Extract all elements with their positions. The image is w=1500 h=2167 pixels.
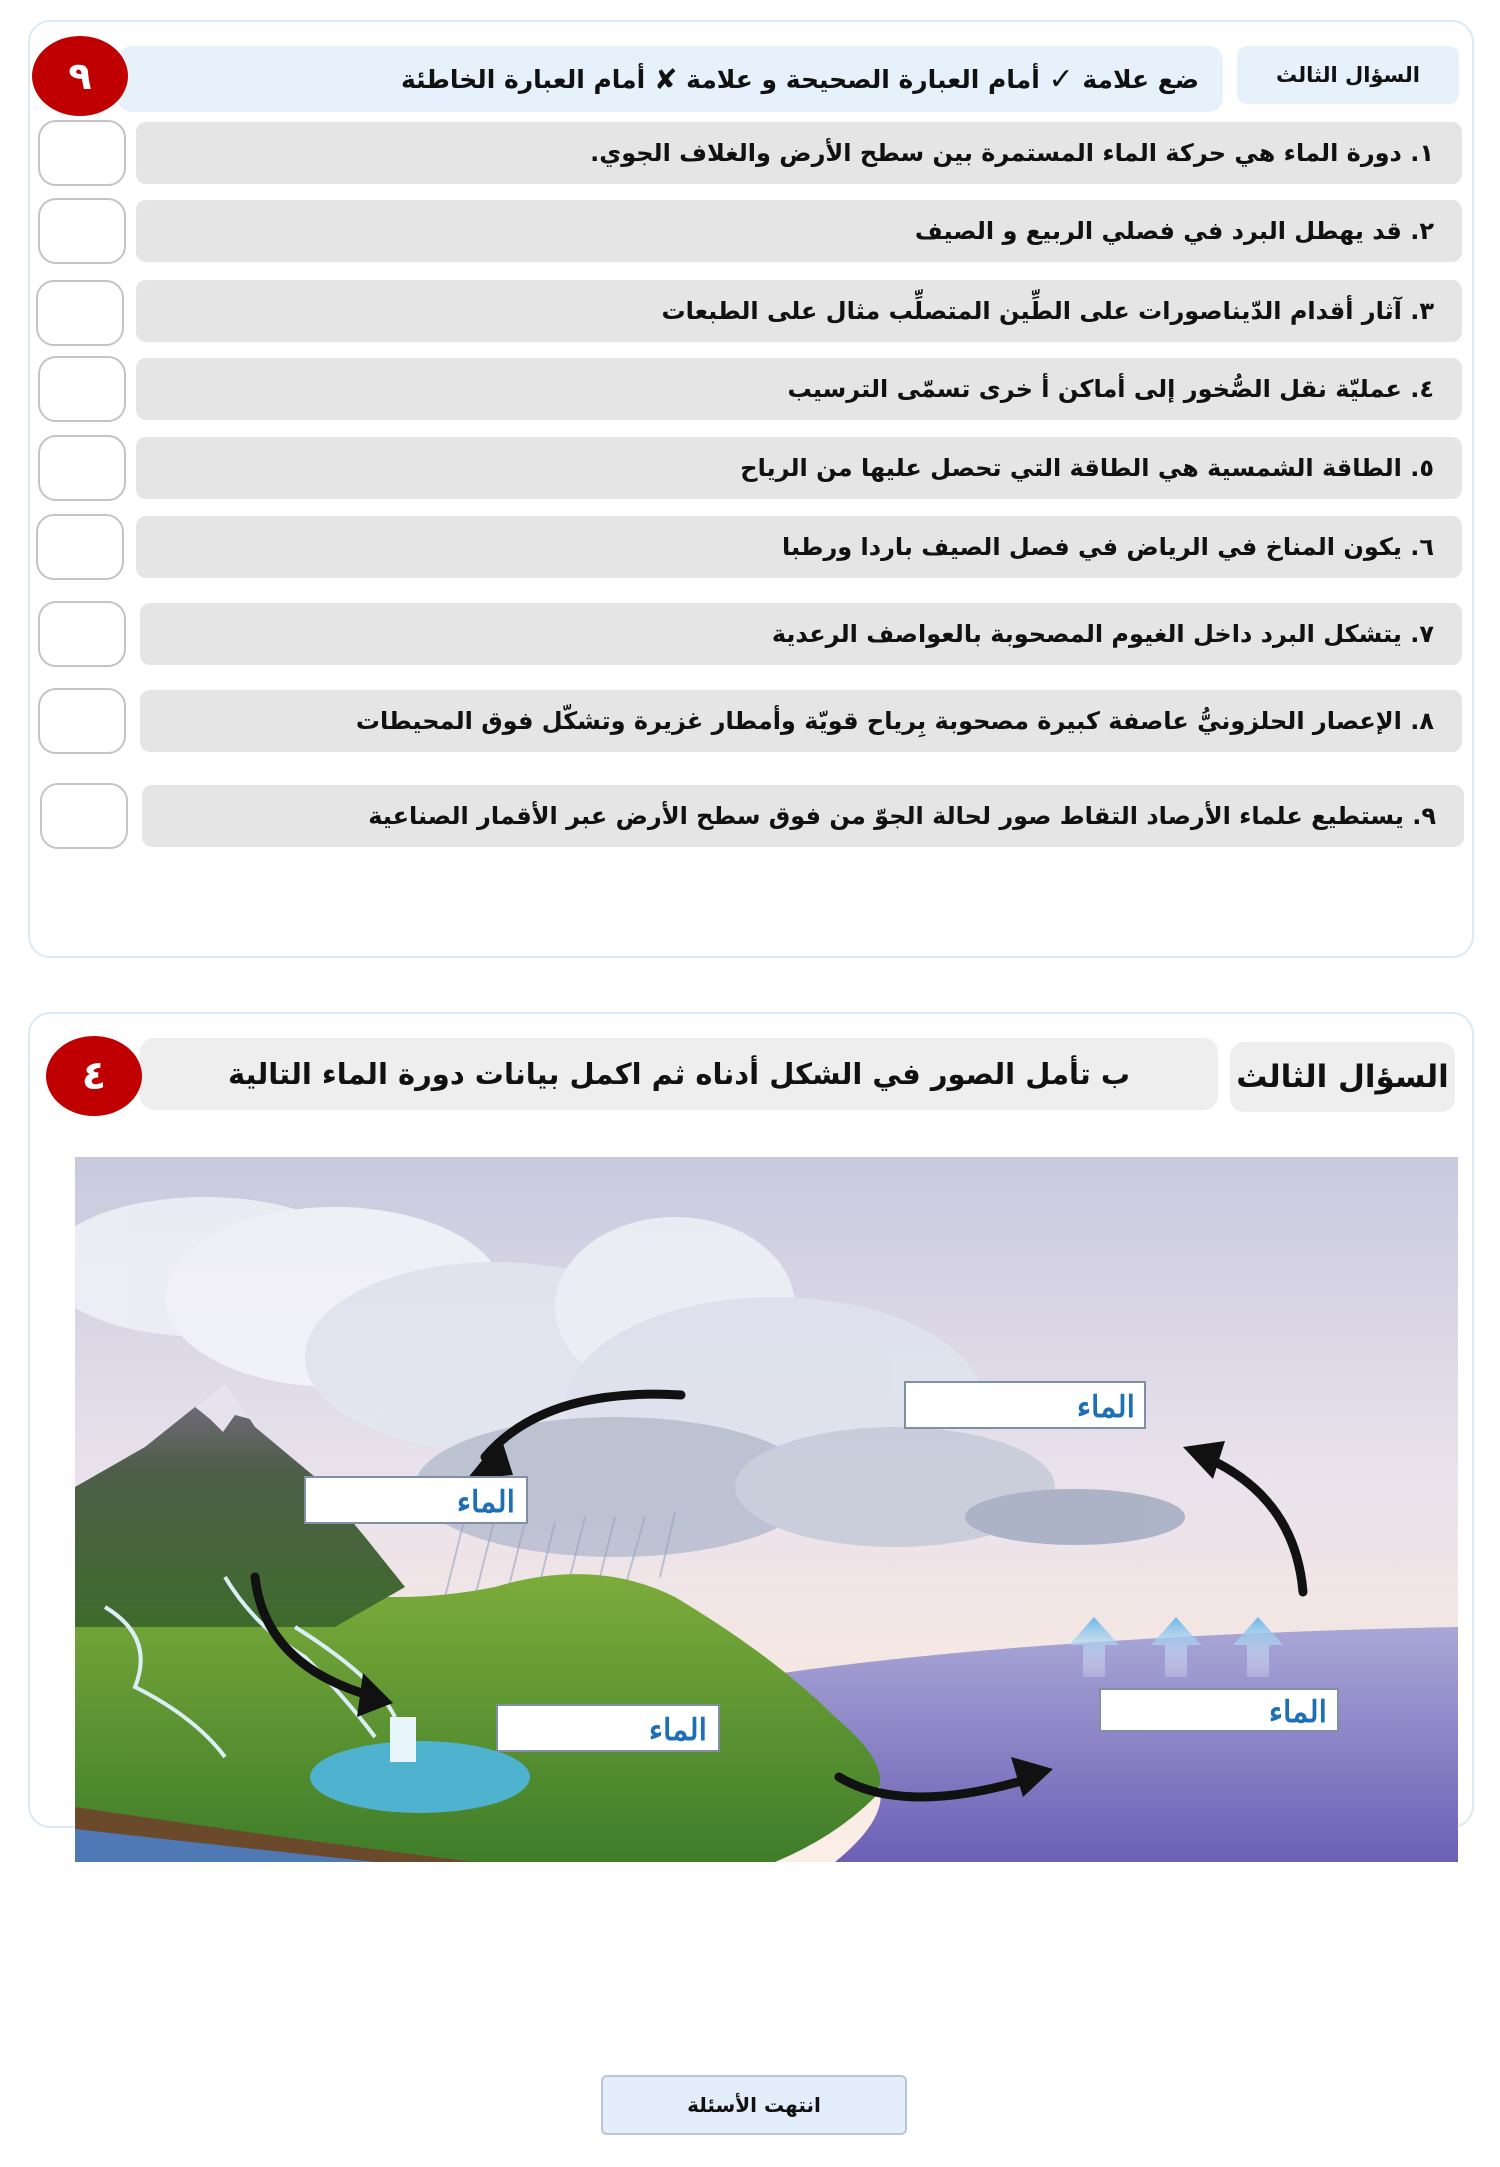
answer-box[interactable] (38, 601, 126, 667)
statement-row: ١. دورة الماء هي حركة الماء المستمرة بين سطح الأرض والغلاف الجوي. (136, 122, 1462, 184)
marks-badge: ٩ (32, 36, 128, 116)
label-precipitation[interactable] (305, 1477, 527, 1523)
answer-box[interactable] (38, 356, 126, 422)
statement-row: ٩. يستطيع علماء الأرصاد التقاط صور لحالة الجوّ من فوق سطح الأرض عبر الأقمار الصناعية (142, 785, 1464, 847)
cross-mark-icon: ✘ (653, 62, 678, 96)
marks-badge: ٤ (46, 1036, 142, 1116)
svg-text:الماء: الماء (1076, 1391, 1135, 1424)
water-cycle-diagram (75, 1157, 1458, 1862)
section-label: السؤال الثالث (1230, 1042, 1455, 1112)
section-label: السؤال الثالث (1237, 46, 1459, 104)
end-of-questions-button[interactable]: انتهت الأسئلة (601, 2075, 907, 2135)
svg-text:الماء: الماء (648, 1714, 707, 1747)
answer-box[interactable] (38, 120, 126, 186)
statement-row: ٤. عمليّة نقل الصُّخور إلى أماكن أ خرى تسمّى الترسيب (136, 358, 1462, 420)
label-collection[interactable] (497, 1705, 719, 1751)
answer-box[interactable] (38, 198, 126, 264)
check-mark-icon: ✓ (1048, 61, 1074, 97)
label-evaporation[interactable] (1100, 1689, 1338, 1731)
instruction-banner: ب تأمل الصور في الشكل أدناه ثم اكمل بيانات دورة الماء التالية (140, 1038, 1218, 1110)
answer-box[interactable] (38, 688, 126, 754)
evaporation-arrows (1069, 1617, 1283, 1677)
statement-row: ٢. قد يهطل البرد في فصلي الربيع و الصيف (136, 200, 1462, 262)
answer-box[interactable] (38, 435, 126, 501)
statement-row: ٧. يتشكل البرد داخل الغيوم المصحوبة بالعواصف الرعدية (140, 603, 1462, 665)
instruction-banner: ضع علامة ✓ أمام العبارة الصحيحة و علامة ✘ أمام العبارة الخاطئة (118, 46, 1223, 112)
answer-box[interactable] (40, 783, 128, 849)
statement-row: ٣. آثار أقدام الدّيناصورات على الطِّين المتصلِّب مثال على الطبعات (136, 280, 1462, 342)
answer-box[interactable] (36, 514, 124, 580)
statement-row: ٨. الإعصار الحلزونيُّ عاصفة كبيرة مصحوبة بِرياح قويّة وأمطار غزيرة وتشكّل فوق المحيطات (140, 690, 1462, 752)
label-condensation[interactable] (905, 1382, 1145, 1428)
svg-text:الماء: الماء (456, 1486, 515, 1519)
answer-box[interactable] (36, 280, 124, 346)
waterfall (390, 1717, 416, 1762)
svg-text:الماء: الماء (1268, 1696, 1327, 1729)
statement-row: ٦. يكون المناخ في الرياض في فصل الصيف باردا ورطبا (136, 516, 1462, 578)
statement-row: ٥. الطاقة الشمسية هي الطاقة التي تحصل عليها من الرياح (136, 437, 1462, 499)
